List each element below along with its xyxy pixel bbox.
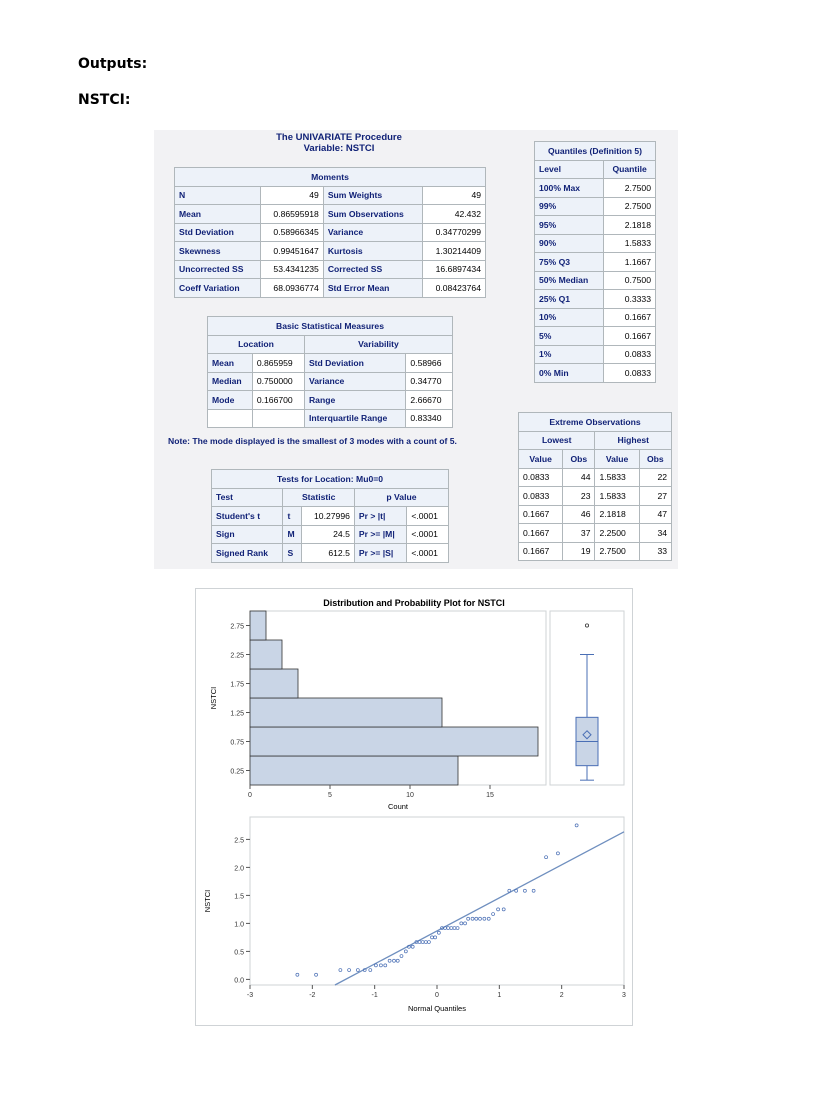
- test-p-value: <.0001: [407, 525, 449, 544]
- lowest-obs: 46: [563, 505, 595, 524]
- statistic-col-header: Statistic: [283, 488, 354, 507]
- quantiles-row: [535, 216, 656, 235]
- histogram-bar: [250, 640, 282, 669]
- moments-label: N: [175, 186, 261, 205]
- quantile-value: 0.0833: [604, 364, 656, 383]
- variability-label: Range: [304, 391, 405, 410]
- quantiles-row: [535, 197, 656, 216]
- y-tick-label: 2.25: [230, 652, 244, 660]
- quantiles-title: Quantiles (Definition 5): [535, 142, 656, 161]
- quantiles-row: [535, 179, 656, 198]
- lowest-obs: 44: [563, 468, 595, 487]
- quantile-level: 5%: [535, 327, 604, 346]
- qq-y-tick-label: 2.5: [234, 837, 244, 845]
- moments-table: [174, 167, 486, 298]
- quantile-level: 99%: [535, 197, 604, 216]
- histogram-bar: [250, 611, 266, 640]
- qq-x-axis-label: Normal Quantiles: [408, 1004, 466, 1013]
- x-tick-label: 15: [486, 792, 494, 799]
- basic-measures-title: Basic Statistical Measures: [208, 317, 453, 336]
- quantile-level: 90%: [535, 234, 604, 253]
- distribution-plot-frame: [195, 588, 633, 1026]
- moments-value: 53.4341235: [260, 260, 323, 279]
- qq-x-tick-label: 3: [622, 992, 626, 999]
- extremes-subheader: Obs: [563, 450, 595, 469]
- extremes-subheader: Value: [595, 450, 639, 469]
- qq-x-tick-label: 1: [497, 992, 502, 999]
- location-header: Location: [208, 335, 305, 354]
- y-tick-label: 0.25: [230, 768, 244, 776]
- highest-value: 2.1818: [595, 505, 639, 524]
- highest-obs: 22: [639, 468, 671, 487]
- highest-obs: 34: [639, 524, 671, 543]
- extremes-row: [519, 487, 672, 506]
- qq-y-tick-label: 0.0: [234, 977, 244, 985]
- test-name: Student's t: [212, 507, 283, 526]
- basic-measures-row: [208, 391, 453, 410]
- basic-measures-row: [208, 372, 453, 391]
- moments-row: [175, 242, 486, 261]
- y-tick-label: 1.25: [230, 710, 244, 718]
- histogram-bar: [250, 698, 442, 727]
- location-label: [208, 409, 253, 428]
- x-tick-label: 5: [328, 792, 332, 799]
- moments-value: 0.08423764: [422, 279, 485, 298]
- qq-x-tick-label: 0: [435, 992, 439, 999]
- moments-label: Skewness: [175, 242, 261, 261]
- quantile-level: 100% Max: [535, 179, 604, 198]
- quantile-col-header: Quantile: [604, 160, 656, 179]
- quantile-value: 0.1667: [604, 308, 656, 327]
- pvalue-col-header: p Value: [354, 488, 448, 507]
- location-value: 0.865959: [252, 354, 304, 373]
- quantile-level: 95%: [535, 216, 604, 235]
- location-value: 0.166700: [252, 391, 304, 410]
- quantile-level: 1%: [535, 345, 604, 364]
- qq-y-tick-label: 1.5: [234, 893, 244, 901]
- lowest-value: 0.0833: [519, 468, 563, 487]
- moments-row: [175, 186, 486, 205]
- test-symbol: t: [283, 507, 302, 526]
- quantile-value: 2.1818: [604, 216, 656, 235]
- moments-value: 0.58966345: [260, 223, 323, 242]
- moments-label: Variance: [323, 223, 422, 242]
- y-tick-label: 2.75: [230, 623, 244, 631]
- qq-y-tick-label: 1.0: [234, 921, 244, 929]
- nstci-heading: NSTCI:: [78, 92, 131, 108]
- moments-label: Sum Weights: [323, 186, 422, 205]
- tests-location-table: [211, 469, 449, 563]
- boxplot-panel: [550, 611, 624, 785]
- highest-obs: 27: [639, 487, 671, 506]
- lowest-value: 0.0833: [519, 487, 563, 506]
- variability-label: Variance: [304, 372, 405, 391]
- moments-label: Coeff Variation: [175, 279, 261, 298]
- univariate-output-panel: [154, 130, 678, 569]
- moments-value: 68.0936774: [260, 279, 323, 298]
- test-name: Signed Rank: [212, 544, 283, 563]
- quantiles-row: [535, 308, 656, 327]
- extremes-row: [519, 468, 672, 487]
- location-value: 0.750000: [252, 372, 304, 391]
- moments-row: [175, 223, 486, 242]
- histogram-bar: [250, 669, 298, 698]
- variability-value: 0.34770: [406, 372, 453, 391]
- extremes-title: Extreme Observations: [519, 413, 672, 432]
- x-tick-label: 10: [406, 792, 414, 799]
- quantiles-row: [535, 345, 656, 364]
- moments-label: Mean: [175, 205, 261, 224]
- y-tick-label: 0.75: [230, 739, 244, 747]
- y-axis-label: NSTCI: [209, 686, 218, 710]
- moments-value: 0.99451647: [260, 242, 323, 261]
- y-tick-label: 1.75: [230, 681, 244, 689]
- highest-obs: 33: [639, 542, 671, 561]
- test-statistic: 10.27996: [302, 507, 354, 526]
- quantile-level: 0% Min: [535, 364, 604, 383]
- plot-title: Distribution and Probability Plot for NSTCI: [323, 598, 505, 608]
- distribution-probability-plot: [196, 589, 632, 1025]
- lowest-value: 0.1667: [519, 542, 563, 561]
- histogram-bar: [250, 756, 458, 785]
- quantile-level: 50% Median: [535, 271, 604, 290]
- extremes-subheader: Value: [519, 450, 563, 469]
- qq-y-axis-label: NSTCI: [203, 889, 212, 913]
- lowest-value: 0.1667: [519, 524, 563, 543]
- quantile-value: 0.7500: [604, 271, 656, 290]
- moments-label: Std Deviation: [175, 223, 261, 242]
- highest-value: 1.5833: [595, 487, 639, 506]
- extremes-table: [518, 412, 672, 561]
- extremes-row: [519, 524, 672, 543]
- quantile-value: 1.5833: [604, 234, 656, 253]
- quantiles-table: [534, 141, 656, 383]
- tests-row: [212, 507, 449, 526]
- lowest-obs: 37: [563, 524, 595, 543]
- test-p-label: Pr >= |S|: [354, 544, 407, 563]
- highest-value: 1.5833: [595, 468, 639, 487]
- quantiles-row: [535, 253, 656, 272]
- quantiles-row: [535, 271, 656, 290]
- quantile-value: 1.1667: [604, 253, 656, 272]
- moments-value: 42.432: [422, 205, 485, 224]
- test-symbol: M: [283, 525, 302, 544]
- basic-measures-row: [208, 354, 453, 373]
- test-p-label: Pr >= |M|: [354, 525, 407, 544]
- quantile-value: 2.7500: [604, 179, 656, 198]
- moments-label: Sum Observations: [323, 205, 422, 224]
- moments-label: Std Error Mean: [323, 279, 422, 298]
- tests-row: [212, 544, 449, 563]
- moments-row: [175, 279, 486, 298]
- qq-y-tick-label: 0.5: [234, 949, 244, 957]
- quantiles-row: [535, 234, 656, 253]
- moments-row: [175, 260, 486, 279]
- qq-x-tick-label: -1: [371, 992, 378, 999]
- basic-measures-table: [207, 316, 453, 428]
- test-symbol: S: [283, 544, 302, 563]
- test-statistic: 612.5: [302, 544, 354, 563]
- extremes-row: [519, 542, 672, 561]
- location-label: Mean: [208, 354, 253, 373]
- location-value: [252, 409, 304, 428]
- variability-value: 2.66670: [406, 391, 453, 410]
- moments-value: 1.30214409: [422, 242, 485, 261]
- histogram-bar: [250, 727, 538, 756]
- qq-plot-panel: [203, 817, 626, 1013]
- test-col-header: Test: [212, 488, 283, 507]
- qq-x-tick-label: -3: [246, 992, 254, 999]
- quantile-level: 75% Q3: [535, 253, 604, 272]
- moments-value: 0.86595918: [260, 205, 323, 224]
- outputs-heading: Outputs:: [78, 56, 148, 72]
- lowest-obs: 23: [563, 487, 595, 506]
- quantiles-row: [535, 290, 656, 309]
- mode-note: Note: The mode displayed is the smallest of 3 modes with a count of 5.: [168, 436, 457, 446]
- qq-y-tick-label: 2.0: [234, 865, 244, 873]
- variability-value: 0.83340: [406, 409, 453, 428]
- moments-label: Kurtosis: [323, 242, 422, 261]
- qq-x-tick-label: -2: [309, 992, 316, 999]
- tests-title: Tests for Location: Mu0=0: [212, 470, 449, 489]
- location-label: Mode: [208, 391, 253, 410]
- histogram-panel: [209, 611, 546, 811]
- test-statistic: 24.5: [302, 525, 354, 544]
- variability-header: Variability: [304, 335, 452, 354]
- extremes-subheader: Obs: [639, 450, 671, 469]
- quantile-value: 0.0833: [604, 345, 656, 364]
- highest-header: Highest: [595, 431, 672, 450]
- location-label: Median: [208, 372, 253, 391]
- x-axis-label: Count: [387, 802, 409, 811]
- highest-value: 2.2500: [595, 524, 639, 543]
- moments-label: Corrected SS: [323, 260, 422, 279]
- moments-value: 49: [422, 186, 485, 205]
- x-tick-label: 0: [248, 792, 252, 799]
- level-col-header: Level: [535, 160, 604, 179]
- procedure-variable: Variable: NSTCI: [303, 143, 375, 154]
- highest-value: 2.7500: [595, 542, 639, 561]
- variability-label: Std Deviation: [304, 354, 405, 373]
- moments-label: Uncorrected SS: [175, 260, 261, 279]
- quantile-value: 0.3333: [604, 290, 656, 309]
- test-name: Sign: [212, 525, 283, 544]
- highest-obs: 47: [639, 505, 671, 524]
- lowest-header: Lowest: [519, 431, 595, 450]
- test-p-label: Pr > |t|: [354, 507, 407, 526]
- qq-plot-area: [250, 817, 624, 985]
- qq-x-tick-label: 2: [559, 992, 564, 999]
- variability-label: Interquartile Range: [304, 409, 405, 428]
- quantiles-row: [535, 364, 656, 383]
- procedure-title: The UNIVARIATE Procedure: [276, 132, 402, 143]
- moments-value: 16.6897434: [422, 260, 485, 279]
- moments-row: [175, 205, 486, 224]
- test-p-value: <.0001: [407, 544, 449, 563]
- lowest-obs: 19: [563, 542, 595, 561]
- moments-value: 49: [260, 186, 323, 205]
- moments-value: 0.34770299: [422, 223, 485, 242]
- moments-title: Moments: [175, 168, 486, 187]
- quantile-value: 2.7500: [604, 197, 656, 216]
- basic-measures-row: [208, 409, 453, 428]
- quantile-level: 25% Q1: [535, 290, 604, 309]
- quantile-value: 0.1667: [604, 327, 656, 346]
- quantiles-row: [535, 327, 656, 346]
- tests-row: [212, 525, 449, 544]
- variability-value: 0.58966: [406, 354, 453, 373]
- lowest-value: 0.1667: [519, 505, 563, 524]
- quantile-level: 10%: [535, 308, 604, 327]
- test-p-value: <.0001: [407, 507, 449, 526]
- extremes-row: [519, 505, 672, 524]
